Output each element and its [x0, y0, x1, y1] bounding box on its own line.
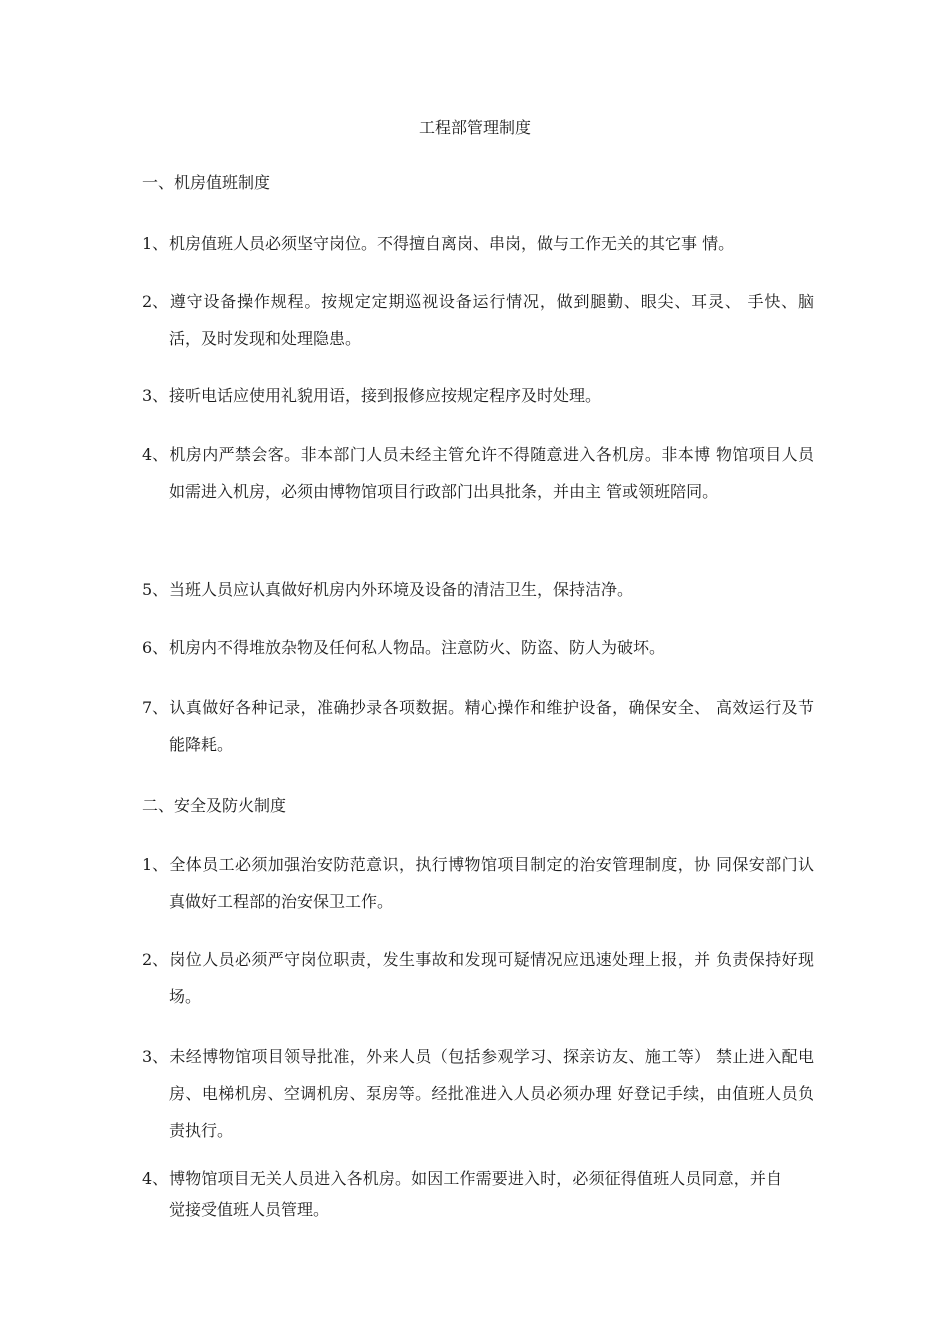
item-text: 未经博物馆项目领导批准，外来人员（包括参观学习、探亲访友、施工等） 禁止进入配电房、电梯机房、空调机房、泵房等。经批准进入人员必须办理 好登记手续，由值班人员负责执行。 — [169, 1047, 814, 1140]
item-text: 机房内不得堆放杂物及任何私人物品。注意防火、防盗、防人为破坏。 — [169, 638, 666, 657]
section-heading-duty: 一、机房值班制度 — [142, 173, 271, 192]
list-item — [142, 941, 814, 1015]
item-number: 1、 — [142, 234, 169, 253]
item-text: 全体员工必须加强治安防范意识，执行博物馆项目制定的治安管理制度，协 同保安部门认真做好工程部的治安保卫工作。 — [169, 855, 814, 911]
item-number: 4、 — [142, 445, 169, 464]
item-number: 2、 — [142, 950, 169, 969]
list-item — [142, 571, 814, 608]
list-item — [142, 689, 814, 763]
item-number: 2、 — [142, 292, 169, 311]
list-item — [142, 377, 814, 414]
item-text: 岗位人员必须严守岗位职责，发生事故和发现可疑情况应迅速处理上报，并 负责保持好现场。 — [169, 950, 814, 1006]
item-text: 博物馆项目无关人员进入各机房。如因工作需要进入时，必须征得值班人员同意，并自觉接受值班人员管理。 — [169, 1169, 782, 1219]
item-text: 遵守设备操作规程。按规定定期巡视设备运行情况，做到腿勤、眼尖、耳灵、 手快、脑活，及时发现和处理隐患。 — [169, 292, 814, 348]
item-number: 4、 — [142, 1169, 169, 1188]
section-heading-safety: 二、安全及防火制度 — [142, 796, 287, 815]
item-number: 3、 — [142, 386, 169, 405]
list-item — [142, 283, 814, 357]
item-number: 7、 — [142, 698, 169, 717]
item-text: 当班人员应认真做好机房内外环境及设备的清洁卫生，保持洁净。 — [169, 580, 634, 599]
item-text: 认真做好各种记录，准确抄录各项数据。精心操作和维护设备，确保安全、 高效运行及节能降耗。 — [169, 698, 814, 754]
item-text: 接听电话应使用礼貌用语，接到报修应按规定程序及时处理。 — [169, 386, 602, 405]
item-number: 3、 — [142, 1047, 169, 1066]
list-item — [142, 629, 814, 666]
list-item — [142, 225, 814, 262]
item-text: 机房值班人员必须坚守岗位。不得擅自离岗、串岗，做与工作无关的其它事 情。 — [169, 234, 735, 253]
item-number: 5、 — [142, 580, 169, 599]
list-item — [142, 436, 814, 510]
item-number: 1、 — [142, 855, 169, 874]
document-title: 工程部管理制度 — [418, 118, 531, 137]
item-text: 机房内严禁会客。非本部门人员未经主管允许不得随意进入各机房。非本博 物馆项目人员如需进入机房，必须由博物馆项目行政部门出具批条，并由主 管或领班陪同。 — [169, 445, 814, 501]
list-item — [142, 1038, 814, 1149]
list-item — [142, 846, 814, 920]
item-number: 6、 — [142, 638, 169, 657]
list-item — [142, 1163, 782, 1225]
